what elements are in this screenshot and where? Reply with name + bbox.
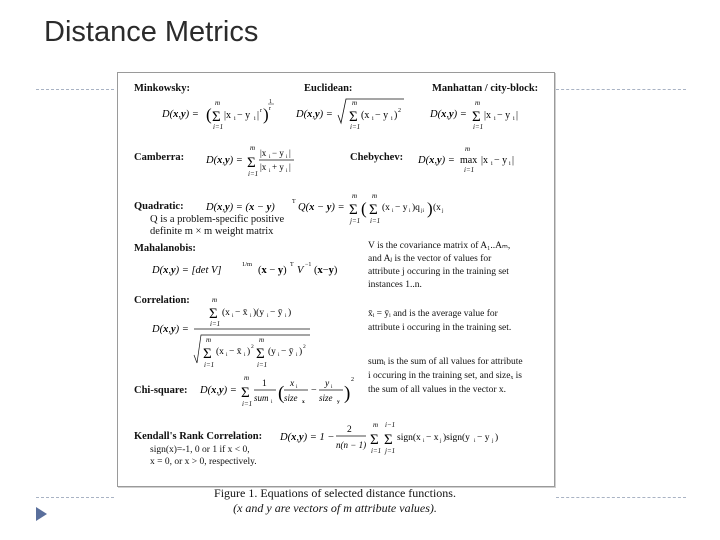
svg-text:Σ: Σ — [349, 109, 358, 125]
divider-top-right — [556, 89, 686, 90]
svg-text:(x − y): (x − y) — [258, 265, 287, 276]
svg-text:Σ: Σ — [203, 346, 212, 362]
svg-text:(x: (x — [433, 203, 441, 213]
svg-text:m: m — [244, 374, 250, 382]
kendall-formula — [278, 418, 528, 460]
svg-text:i: i — [232, 313, 234, 319]
svg-text:|: | — [512, 155, 515, 166]
svg-text:D(x,y) =: D(x,y) = — [152, 324, 189, 335]
svg-text:i=1: i=1 — [350, 123, 361, 131]
svg-text:Σ: Σ — [369, 202, 378, 218]
svg-text:m: m — [352, 192, 358, 200]
svg-text:ji: ji — [421, 208, 425, 214]
svg-text:(x: (x — [382, 203, 390, 213]
svg-text:(x: (x — [216, 347, 224, 357]
svg-text:− ȳ: − ȳ — [270, 308, 283, 318]
svg-text:m: m — [372, 192, 378, 200]
svg-text:|: | — [289, 148, 291, 158]
svg-text:(y: (y — [268, 347, 276, 357]
svg-text:− ȳ: − ȳ — [281, 347, 294, 357]
svg-text:Σ: Σ — [209, 306, 218, 322]
svg-text:1: 1 — [269, 99, 272, 105]
figure-caption — [117, 486, 553, 516]
svg-text:): ) — [344, 383, 351, 404]
correlation-label: Correlation: — [134, 295, 190, 306]
svg-text:i: i — [269, 154, 271, 160]
svg-text:|: | — [516, 110, 519, 121]
svg-text:D(x,y) =: D(x,y) = — [430, 109, 467, 120]
svg-text:sum: sum — [254, 393, 269, 403]
svg-text:m: m — [373, 421, 379, 429]
svg-text:i=1: i=1 — [370, 217, 381, 225]
svg-text:i: i — [267, 313, 269, 319]
mahalanobis-note-3: attribute j occuring in the training set — [368, 267, 509, 277]
manhattan-formula — [428, 93, 548, 133]
next-slide-icon[interactable] — [34, 506, 48, 522]
svg-text:size: size — [319, 393, 333, 403]
mahalanobis-note-1: V is the covariance matrix of A₁..Aₘ, — [368, 241, 511, 251]
svg-text:i=1: i=1 — [464, 166, 475, 174]
svg-text:n(n − 1): n(n − 1) — [336, 440, 367, 450]
svg-text:D(x,y) = 1 −: D(x,y) = 1 − — [280, 432, 335, 443]
svg-text:Q(x − y) =: Q(x − y) = — [298, 202, 345, 213]
svg-text:Σ: Σ — [247, 155, 256, 171]
svg-text:− y: − y — [395, 203, 408, 213]
svg-text:+ y: + y — [272, 162, 284, 172]
svg-text:− x̄: − x̄ — [235, 308, 248, 318]
svg-text:m: m — [259, 336, 265, 344]
svg-text:i: i — [494, 116, 496, 122]
svg-text:Σ: Σ — [370, 432, 379, 448]
svg-text:D(x,y) =: D(x,y) = — [418, 155, 455, 166]
svg-text:i: i — [509, 161, 511, 167]
svg-text:− x: − x — [426, 433, 439, 443]
svg-text:D(x,y) = (x − y): D(x,y) = (x − y) — [206, 202, 275, 213]
svg-text:|x: |x — [260, 148, 267, 158]
svg-text:x: x — [302, 399, 305, 405]
svg-text:): ) — [394, 110, 398, 121]
svg-text:|: | — [257, 110, 260, 121]
svg-text:D(x,y) =: D(x,y) = — [206, 155, 243, 166]
svg-text:i: i — [296, 384, 298, 390]
svg-text:D(x,y) = [det V]: D(x,y) = [det V] — [152, 265, 222, 276]
chebychev-formula — [416, 141, 516, 177]
svg-text:−1: −1 — [305, 262, 312, 268]
svg-text:D(x,y) =: D(x,y) = — [296, 109, 333, 120]
svg-text:m: m — [250, 144, 256, 152]
svg-text:): ) — [288, 308, 292, 318]
svg-text:m: m — [475, 99, 481, 107]
chebychev-label: Chebychev: — [350, 152, 404, 163]
svg-text:(x: (x — [222, 308, 230, 318]
svg-text:Σ: Σ — [384, 432, 393, 448]
svg-text:i: i — [392, 208, 394, 214]
svg-text:i: i — [331, 384, 333, 390]
svg-text:r: r — [260, 108, 262, 114]
quadratic-note-2: definite m × m weight matrix — [150, 226, 274, 237]
svg-text:D(x,y) =: D(x,y) = — [162, 109, 199, 120]
svg-text:|x: |x — [481, 155, 489, 166]
chisquare-formula — [198, 369, 358, 415]
svg-text:(: ( — [206, 105, 212, 124]
euclidean-label: Euclidean: — [304, 83, 353, 94]
svg-text:i: i — [244, 352, 246, 358]
divider-bottom-left — [36, 497, 114, 498]
svg-text:2: 2 — [347, 425, 352, 435]
svg-text:i=1: i=1 — [204, 361, 215, 369]
camberra-label: Camberra: — [134, 152, 185, 163]
svg-text:i: i — [226, 352, 228, 358]
svg-text:i: i — [286, 168, 288, 174]
svg-text:i: i — [409, 208, 411, 214]
caption-line-1: Figure 1. Equations of selected distance functions. — [214, 486, 456, 500]
svg-text:i=1: i=1 — [473, 123, 484, 131]
mahalanobis-note-2: and Aⱼ is the vector of values for — [368, 254, 492, 264]
svg-text:− y: − y — [497, 110, 511, 121]
svg-text:x: x — [290, 379, 295, 389]
minkowsky-label: Minkowsky: — [134, 83, 191, 94]
svg-text:i=1: i=1 — [242, 400, 253, 408]
svg-text:j: j — [440, 438, 442, 444]
svg-text:i=1: i=1 — [371, 447, 382, 455]
svg-text:i: i — [278, 352, 280, 358]
svg-text:i: i — [285, 313, 287, 319]
chisquare-label: Chi-square: — [134, 385, 188, 396]
divider-bottom-right — [556, 497, 686, 498]
svg-text:Σ: Σ — [349, 202, 358, 218]
mahalanobis-note-4: instances 1..n. — [368, 280, 422, 290]
caption-line-2: (x and y are vectors of m attribute values). — [233, 501, 437, 515]
svg-text:): ) — [495, 433, 499, 443]
svg-text:)sign(y: )sign(y — [443, 433, 470, 443]
svg-text:i: i — [286, 154, 288, 160]
svg-text:): ) — [247, 347, 251, 357]
svg-text:j=1: j=1 — [350, 217, 361, 225]
svg-text:(x: (x — [361, 110, 370, 121]
svg-text:Σ: Σ — [241, 385, 250, 401]
svg-text:i=1: i=1 — [257, 361, 268, 369]
svg-text:2: 2 — [351, 377, 354, 383]
svg-text:1/m: 1/m — [242, 261, 253, 268]
svg-text:)(y: )(y — [253, 308, 265, 318]
svg-text:|: | — [289, 162, 291, 172]
svg-text:i: i — [391, 116, 393, 122]
svg-text:j: j — [442, 208, 444, 214]
svg-text:i: i — [234, 116, 236, 122]
svg-text:m: m — [465, 145, 471, 153]
chisquare-note-2: i occuring in the training set, and sizeₓ is — [368, 371, 522, 381]
minkowsky-formula — [160, 93, 280, 133]
svg-text:i: i — [296, 352, 298, 358]
svg-text:V: V — [297, 265, 304, 276]
svg-text:i: i — [254, 116, 256, 122]
svg-text:i=1: i=1 — [213, 123, 224, 131]
svg-text:i: i — [513, 116, 515, 122]
svg-text:2: 2 — [303, 344, 306, 350]
kendall-label: Kendall's Rank Correlation: — [134, 431, 263, 442]
svg-text:2: 2 — [398, 108, 401, 114]
svg-text:T: T — [290, 262, 294, 268]
svg-text:− y: − y — [375, 110, 389, 121]
svg-text:i=1: i=1 — [210, 320, 221, 328]
svg-text:|x: |x — [260, 162, 267, 172]
svg-text:− y: − y — [477, 433, 490, 443]
chisquare-note-1: sumᵢ is the sum of all values for attribute — [368, 357, 523, 367]
manhattan-label: Manhattan / city-block: — [432, 83, 539, 94]
svg-text:)q: )q — [412, 203, 420, 213]
svg-text:): ) — [263, 105, 269, 124]
svg-text:): ) — [427, 199, 433, 218]
kendall-note-1: sign(x)=-1, 0 or 1 if x < 0, — [150, 445, 250, 455]
svg-text:i: i — [491, 161, 493, 167]
svg-text:m: m — [352, 99, 358, 107]
svg-text:T: T — [292, 199, 296, 205]
correlation-note-2: attribute i occuring in the training set. — [368, 323, 512, 333]
svg-text:i: i — [269, 168, 271, 174]
camberra-formula — [204, 139, 304, 179]
svg-text:size: size — [284, 393, 298, 403]
svg-text:y: y — [325, 379, 330, 389]
svg-text:i: i — [423, 438, 425, 444]
svg-text:D(x,y) =: D(x,y) = — [200, 385, 237, 396]
svg-text:− y: − y — [237, 110, 251, 121]
svg-text:(: ( — [361, 199, 367, 218]
svg-text:1: 1 — [262, 379, 267, 389]
svg-text:sign(x: sign(x — [397, 433, 421, 443]
svg-text:2: 2 — [251, 344, 254, 350]
correlation-formula — [150, 293, 320, 373]
svg-text:i−1: i−1 — [385, 421, 396, 429]
quadratic-note-1: Q is a problem-specific positive — [150, 214, 285, 225]
svg-text:Σ: Σ — [212, 109, 221, 125]
svg-text:j=1: j=1 — [385, 447, 396, 455]
svg-text:(x−y): (x−y) — [314, 265, 338, 276]
chisquare-note-3: the sum of all values in the vector x. — [368, 385, 506, 395]
mahalanobis-label: Mahalanobis: — [134, 243, 196, 254]
correlation-note-1: x̄ᵢ = ȳᵢ and is the average value for — [368, 309, 498, 319]
svg-text:i=1: i=1 — [248, 170, 259, 178]
svg-text:i: i — [372, 116, 374, 122]
svg-text:−: − — [311, 385, 317, 396]
svg-text:m: m — [206, 336, 212, 344]
svg-text:j: j — [492, 438, 494, 444]
svg-text:− y: − y — [272, 148, 284, 158]
equations-figure — [117, 72, 555, 487]
svg-text:m: m — [212, 296, 218, 304]
svg-text:m: m — [215, 99, 221, 107]
quadratic-label: Quadratic: — [134, 201, 184, 212]
svg-text:i: i — [250, 313, 252, 319]
svg-text:y: y — [337, 399, 340, 405]
mahalanobis-formula — [150, 255, 340, 281]
svg-text:): ) — [299, 347, 303, 357]
svg-text:− y: − y — [494, 155, 508, 166]
divider-top-left — [36, 89, 114, 90]
svg-text:− x̄: − x̄ — [229, 347, 242, 357]
svg-text:i: i — [474, 438, 476, 444]
slide-title: Distance Metrics — [44, 16, 259, 48]
svg-text:Σ: Σ — [256, 346, 265, 362]
svg-text:max: max — [460, 155, 478, 166]
svg-text:|x: |x — [484, 110, 492, 121]
svg-text:i: i — [271, 399, 273, 405]
euclidean-formula — [294, 93, 406, 133]
svg-text:Σ: Σ — [472, 109, 481, 125]
svg-text:r: r — [269, 106, 271, 112]
kendall-note-2: x = 0, or x > 0, respectively. — [150, 457, 257, 467]
svg-text:|x: |x — [224, 110, 232, 121]
svg-text:(: ( — [278, 383, 285, 404]
